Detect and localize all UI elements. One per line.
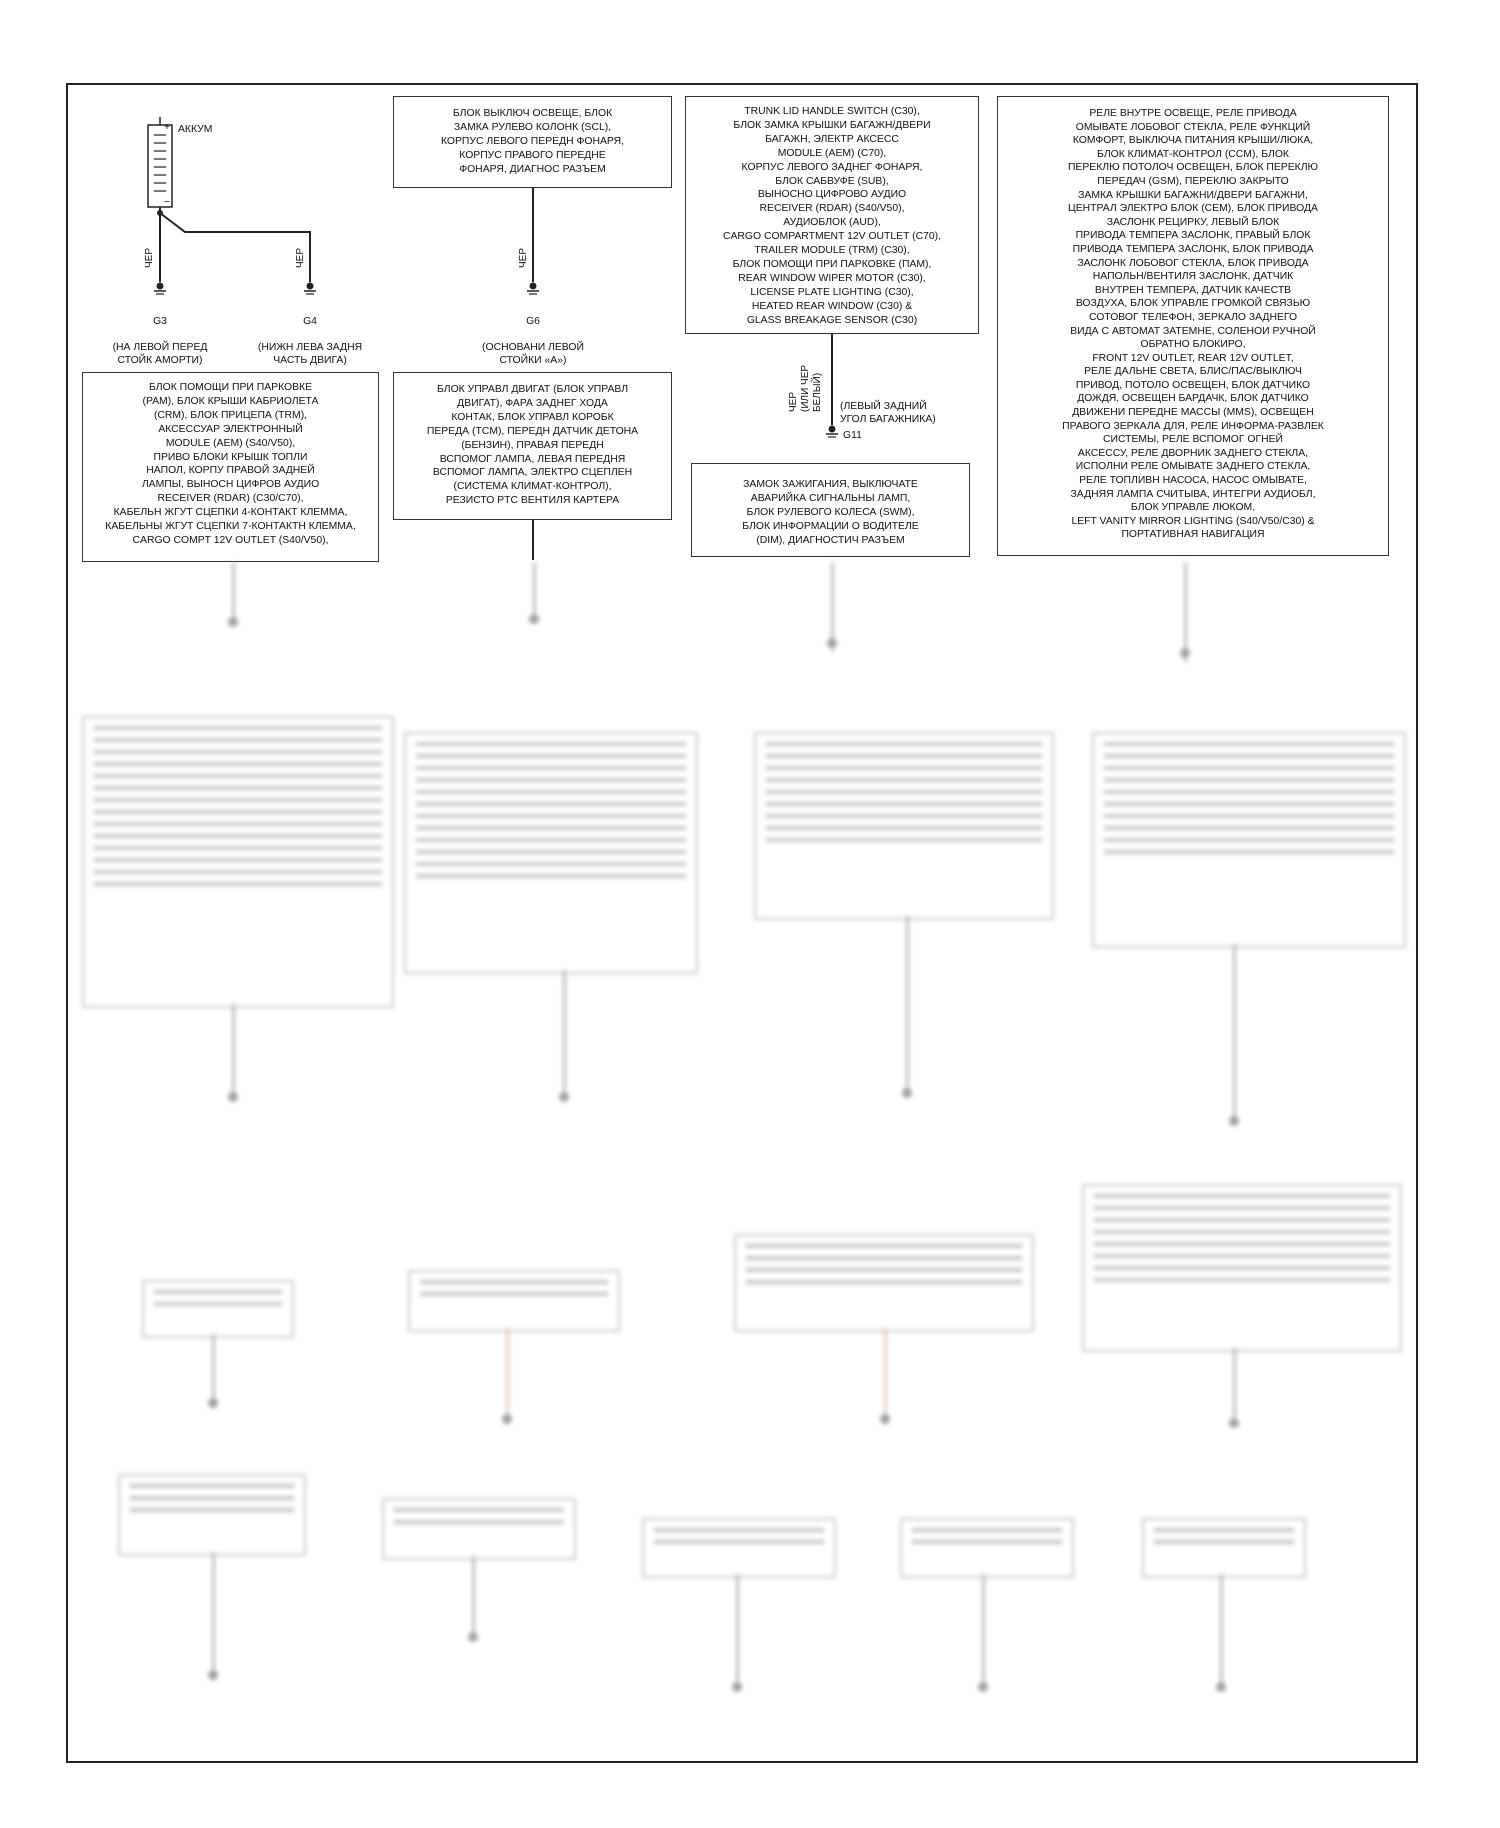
battery-plus: +	[164, 122, 171, 133]
blurred-lower-diagram	[66, 552, 1418, 1766]
ground-g11-id: G11	[843, 430, 862, 441]
wire-label-g11: ЧЕР (ИЛИ ЧЕР БЕЛЫЙ)	[788, 364, 823, 412]
wire-label-g3: ЧЕР	[144, 247, 155, 268]
ground-g6	[468, 302, 598, 380]
ground-symbol-g6	[526, 282, 540, 296]
component-box-g6: БЛОК ВЫКЛЮЧ ОСВЕЩЕ, БЛОК ЗАМКА РУЛЕВО КОЛОНК (SCL), КОРПУС ЛЕВОГО ПЕРЕДН ФОНАРЯ, КОРПУС ПРАВОГО ПЕРЕДНЕ ФОНАРЯ, ДИАГНОС РАЗЪЕМ	[393, 96, 672, 188]
wire-label-g4: ЧЕР	[295, 247, 306, 268]
component-box-ignition: ЗАМОК ЗАЖИГАНИЯ, ВЫКЛЮЧАТЕ АВАРИЙКА СИГНАЛЬНЫ ЛАМП, БЛОК РУЛЕВОГО КОЛЕСА (SWM), БЛОК ИНФОРМАЦИИ О ВОДИТЕЛЕ (DIM), ДИАГНОСТИЧ РАЗЪЕМ	[691, 463, 970, 557]
battery-minus: −	[164, 197, 171, 208]
ground-g6-desc: (ОСНОВАНИ ЛЕВОЙ СТОЙКИ «А»)	[482, 342, 584, 366]
ground-g4-desc: (НИЖН ЛЕВА ЗАДНЯ ЧАСТЬ ДВИГА)	[257, 342, 363, 366]
ground-symbol-g3	[153, 282, 167, 296]
component-box-g11: TRUNK LID HANDLE SWITCH (C30), БЛОК ЗАМКА КРЫШКИ БАГАЖН/ДВЕРИ БАГАЖН, ЭЛЕКТР АКСЕСС MODULE (AEM) (C70), КОРПУС ЛЕВОГО ЗАДНЕГ ФОНАРЯ, БЛОК САБВУФЕ (SUB), ВЫНОСНО ЦИФРОВО АУДИО RECEIVER (RDAR) (S40/V50), АУДИОБЛОК (AUD), CARGO COMPARTMENT 12V OUTLET (C70), TRAILER MODULE (TRM) (C30), БЛОК ПОМОЩИ ПРИ ПАРКОВКЕ (ПАМ), REAR WINDOW WIPER MOTOR (C30), LICENSE PLATE LIGHTING (C30), HEATED REAR WINDOW (C30) & GLASS BREAKAGE SENSOR (C30)	[685, 96, 979, 334]
ground-symbol-g11	[825, 425, 839, 439]
wire-label-g6: ЧЕР	[518, 247, 529, 268]
ground-g6-id: G6	[526, 316, 540, 327]
ground-g3	[95, 302, 225, 380]
ground-g3-desc: (НА ЛЕВОЙ ПЕРЕД СТОЙК АМОРТИ)	[112, 342, 208, 366]
ground-g4	[245, 302, 375, 380]
component-box-mid2: БЛОК УПРАВЛ ДВИГАТ (БЛОК УПРАВЛ ДВИГАТ), ФАРА ЗАДНЕГ ХОДА КОНТАК, БЛОК УПРАВЛ КОРОБК ПЕРЕДА (TCM), ПЕРЕДН ДАТЧИК ДЕТОНА (БЕНЗИН), ПРАВАЯ ПЕРЕДН ВСПОМОГ ЛАМПА, ЛЕВАЯ ПЕРЕДНЯ ВСПОМОГ ЛАМПА, ЭЛЕКТРО СЦЕПЛЕН (СИСТЕМА КЛИМАТ-КОНТРОЛ), РЕЗИСТО PTC ВЕНТИЛЯ КАРТЕРА	[393, 372, 672, 520]
component-box-left2: БЛОК ПОМОЩИ ПРИ ПАРКОВКЕ (PAM), БЛОК КРЫШИ КАБРИОЛЕТА (CRM), БЛОК ПРИЦЕПА (TRM), АКСЕССУАР ЭЛЕКТРОННЫЙ MODULE (AEM) (S40/V50), ПРИВО БЛОКИ КРЫШК ТОПЛИ НАПОЛ, КОРПУ ПРАВОЙ ЗАДНЕЙ ЛАМПЫ, ВЫНОСН ЦИФРОВ АУДИО RECEIVER (RDAR) (C30/C70), КАБЕЛЬН ЖГУТ СЦЕПКИ 4-КОНТАКТ КЛЕММА, КАБЕЛЬНЫ ЖГУТ СЦЕПКИ 7-КОНТАКТН КЛЕММА, CARGO COMPT 12V OUTLET (S40/V50),	[82, 372, 379, 562]
battery-label: АККУМ	[178, 124, 213, 135]
ground-g11-desc: (ЛЕВЫЙ ЗАДНИЙ УГОЛ БАГАЖНИКА)	[840, 401, 936, 425]
component-box-right: РЕЛЕ ВНУТРЕ ОСВЕЩЕ, РЕЛЕ ПРИВОДА ОМЫВАТЕ ЛОБОВОГ СТЕКЛА, РЕЛЕ ФУНКЦИЙ КОМФОРТ, ВЫКЛЮЧА ПИТАНИЯ КРЫШИ/ЛЮКА, БЛОК КЛИМАТ-КОНТРОЛ (CCM), БЛОК ПЕРЕКЛЮ ПОТОЛОЧ ОСВЕЩЕН, БЛОК ПЕРЕКЛЮ ПЕРЕДАЧ (GSM), ПЕРЕКЛЮ ЗАКРЫТО ЗАМКА КРЫШКИ БАГАЖНИ/ДВЕРИ БАГАЖНИ, ЦЕНТРАЛ ЭЛЕКТРО БЛОК (CEM), БЛОК ПРИВОДА ЗАСЛОНК РЕЦИРКУ, ЛЕВЫЙ БЛОК ПРИВОДА ТЕМПЕРА ЗАСЛОНК, ПРАВЫЙ БЛОК ПРИВОДА ТЕМПЕРА ЗАСЛОНК, БЛОК ПРИВОДА ЗАСЛОНК ЛОБОВОГ СТЕКЛА, БЛОК ПРИВОДА НАПОЛЬН/ВЕНТИЛЯ ЗАСЛОНК, ДАТЧИК ВНУТРЕН ТЕМПЕРА, ДАТЧИК КАЧЕСТВ ВОЗДУХА, БЛОК УПРАВЛЕ ГРОМКОЙ СВЯЗЬЮ СОТОВОГ ТЕЛЕФОН, ЗЕРКАЛО ЗАДНЕГО ВИДА С АВТОМАТ ЗАТЕМНЕ, СОЛЕНОИ РУЧНОЙ ОБРАТНО БЛОКИРО, FRONT 12V OUTLET, REAR 12V OUTLET, РЕЛЕ ДАЛЬНЕ СВЕТА, БЛИС/ПАС/ВЫКЛЮЧ ПРИВОД, ПОТОЛО ОСВЕЩЕН, БЛОК ДАТЧИКО ДОЖДЯ, ОСВЕЩЕН БАРДАЧК, БЛОК ДАТЧИКО ДВИЖЕНИ ПЕРЕДНЕ МАССЫ (MMS), ОСВЕЩЕН ПРАВОГО ЗЕРКАЛА ДЛЯ, РЕЛЕ ИНФОРМА-РАЗВЛЕК СИСТЕМЫ, РЕЛЕ ВСПОМОГ ОГНЕЙ АКСЕССУ, РЕЛЕ ДВОРНИК ЗАДНЕГО СТЕКЛА, ИСПОЛНИ РЕЛЕ ОМЫВАТЕ ЗАДНЕГО СТЕКЛА, РЕЛЕ ТОПЛИВН НАСОСА, НАСОС ОМЫВАТЕ, ЗАДНЯЯ ЛАМПА СЧИТЫВА, ИНТЕГРИ АУДИОБЛ, БЛОК УПРАВЛЕ ЛЮКОМ, LEFT VANITY MIRROR LIGHTING (S40/V50/C30) & ПОРТАТИВНАЯ НАВИГАЦИЯ	[997, 96, 1389, 556]
ground-symbol-g4	[303, 282, 317, 296]
ground-g4-id: G4	[303, 316, 317, 327]
ground-g3-id: G3	[153, 316, 167, 327]
